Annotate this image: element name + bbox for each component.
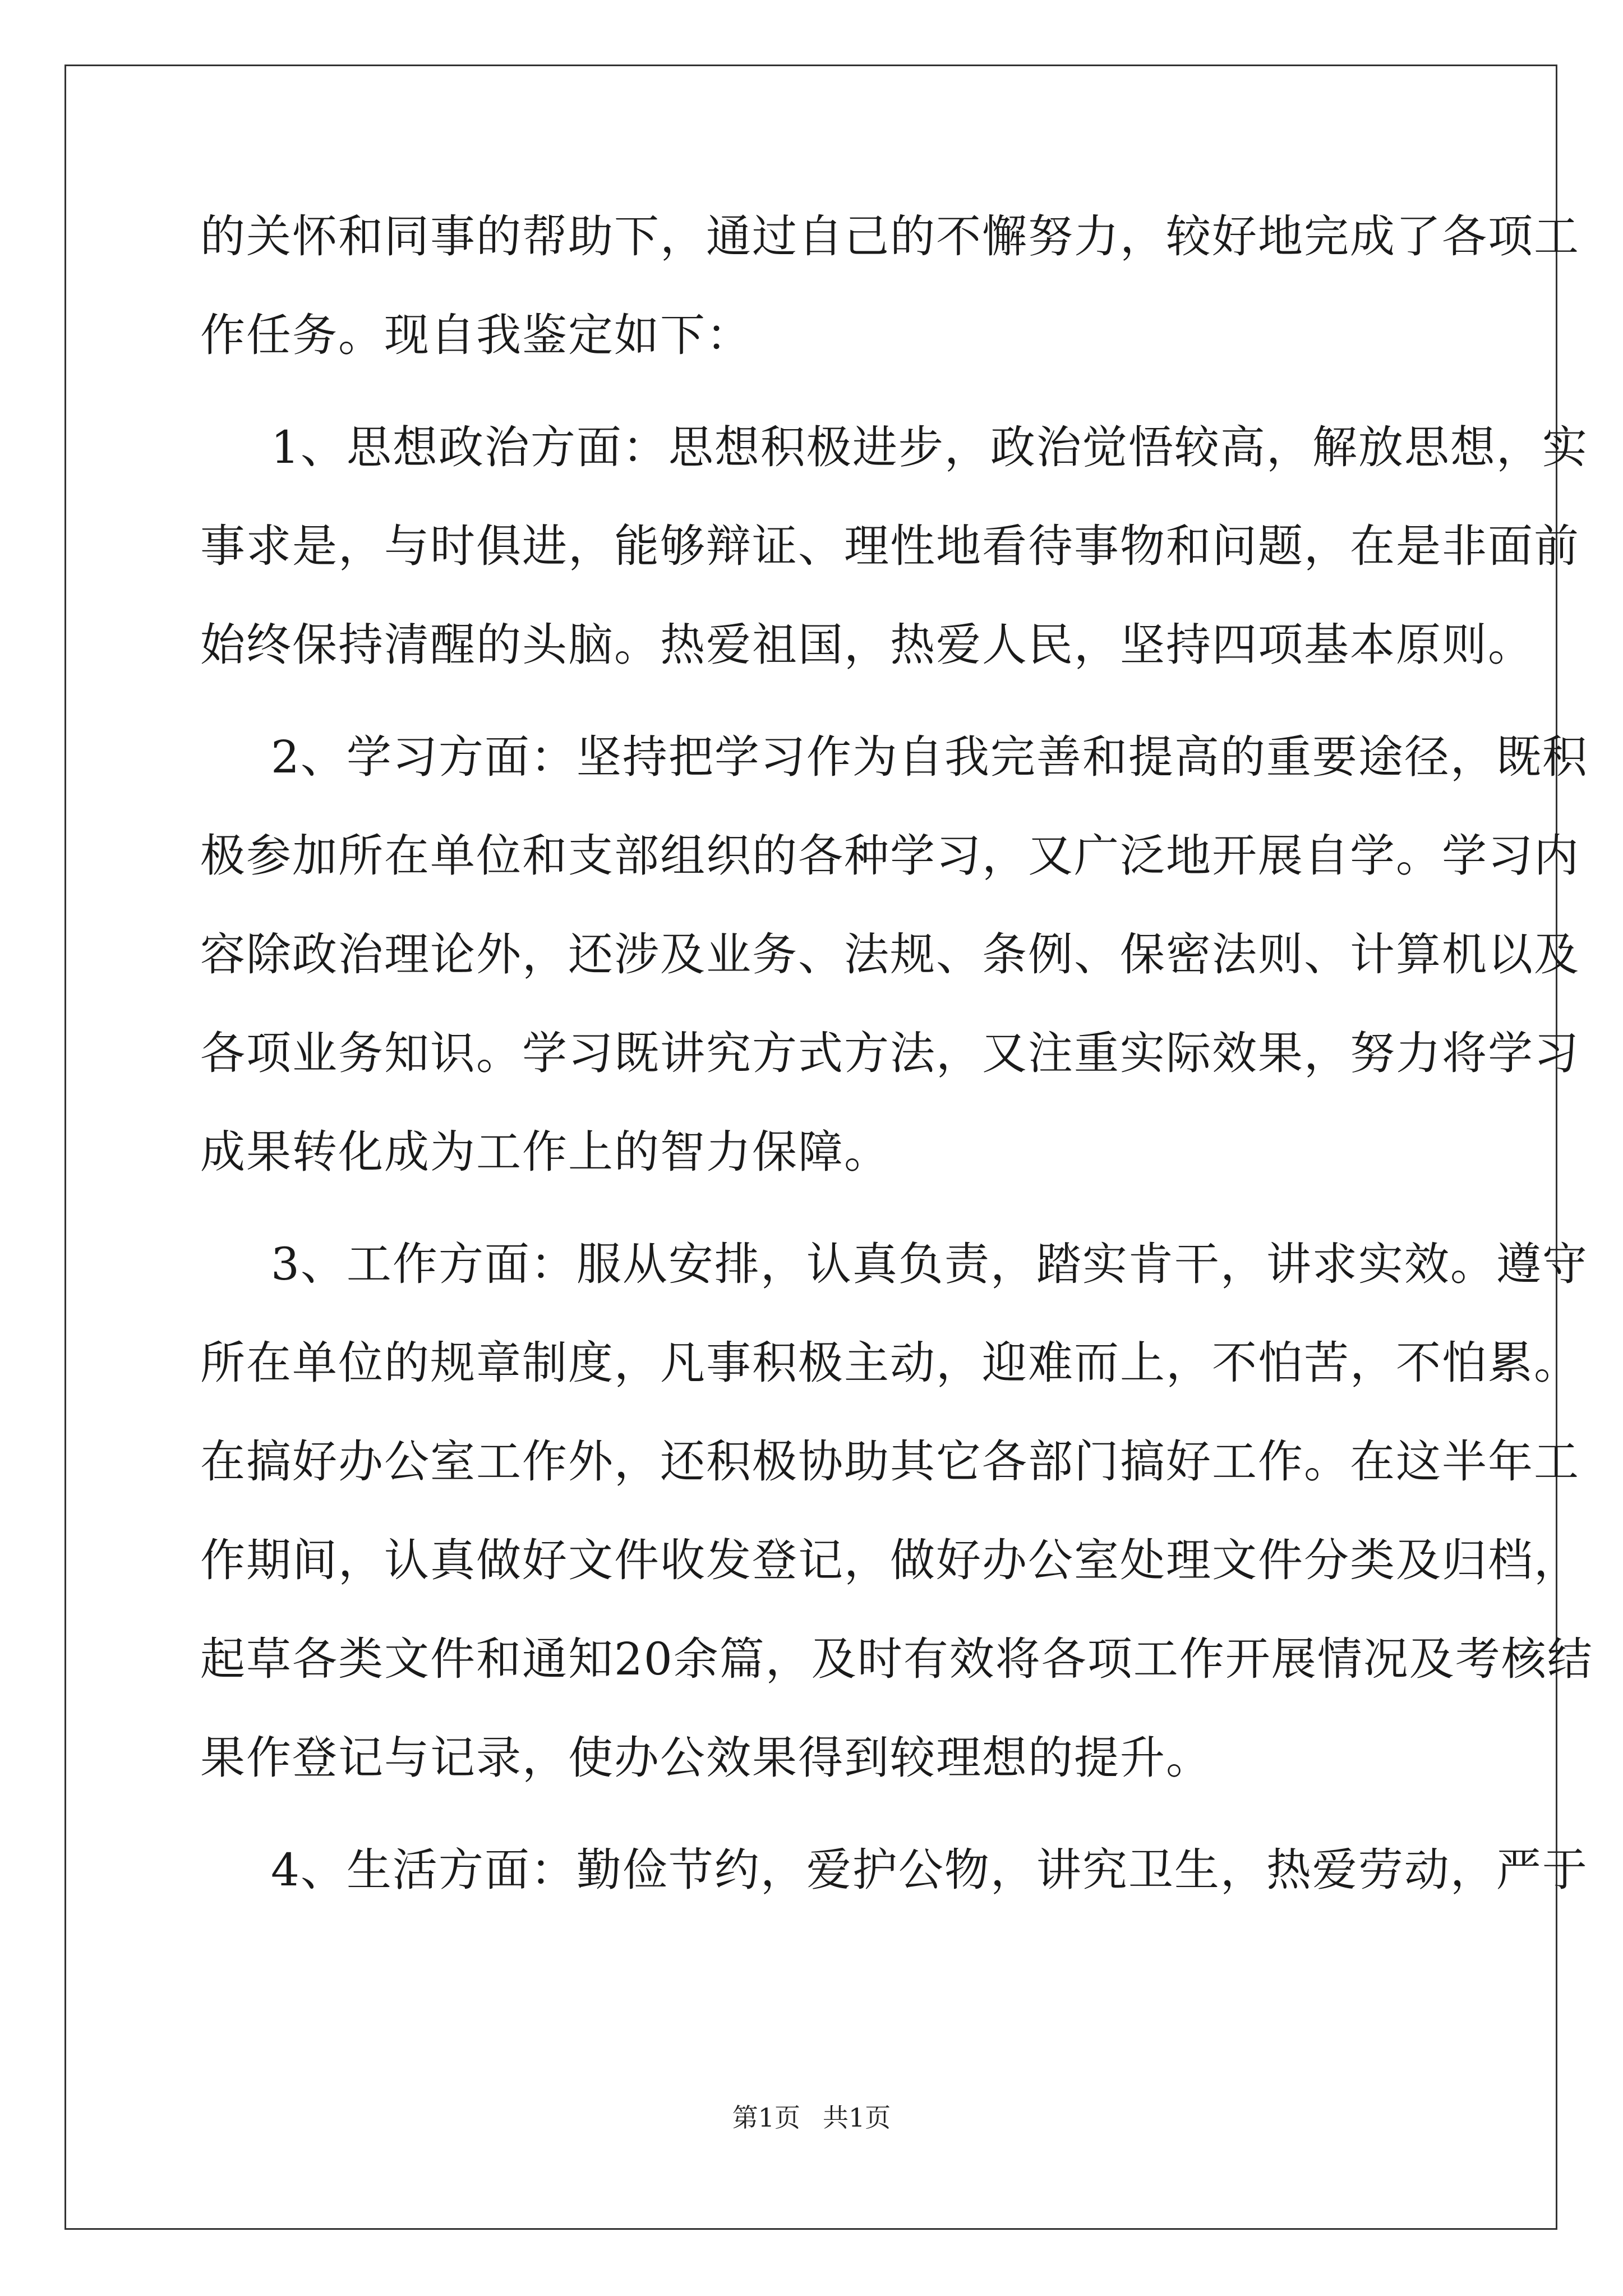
- text-line: 各项业务知识。学习既讲究方式方法，又注重实际效果，努力将学习: [200, 1027, 1580, 1079]
- paragraph-start-line: 4、生活方面：勤俭节约，爱护公物，讲究卫生，热爱劳动，严于: [271, 1844, 1588, 1896]
- text-line: 果作登记与记录，使办公效果得到较理想的提升。: [200, 1732, 1212, 1784]
- text-line: 所在单位的规章制度，凡事积极主动，迎难而上，不怕苦，不怕累。: [200, 1337, 1580, 1389]
- paragraph-start-line: 3、工作方面：服从安排，认真负责，踏实肯干，讲求实效。遵守: [271, 1238, 1588, 1290]
- text-line: 容除政治理论外，还涉及业务、法规、条例、保密法则、计算机以及: [200, 928, 1580, 981]
- page-footer: [0, 2101, 1623, 2134]
- text-line: 的关怀和同事的帮助下，通过自己的不懈努力，较好地完成了各项工: [200, 210, 1580, 263]
- paragraph-start-line: 2、学习方面：坚持把学习作为自我完善和提高的重要途径，既积: [271, 731, 1588, 783]
- text-line: 作任务。现自我鉴定如下：: [200, 309, 752, 361]
- page-number-current: 第1页: [732, 2102, 800, 2133]
- text-line: 在搞好办公室工作外，还积极协助其它各部门搞好工作。在这半年工: [200, 1435, 1580, 1488]
- text-line: 成果转化成为工作上的智力保障。: [200, 1126, 890, 1178]
- paragraph-start-line: 1、思想政治方面：思想积极进步，政治觉悟较高，解放思想，实: [271, 421, 1588, 473]
- text-line: 始终保持清醒的头脑。热爱祖国，热爱人民，坚持四项基本原则。: [200, 619, 1534, 671]
- text-line: 事求是，与时俱进，能够辩证、理性地看待事物和问题，在是非面前: [200, 520, 1580, 572]
- text-line: 起草各类文件和通知20余篇，及时有效将各项工作开展情况及考核结: [200, 1633, 1593, 1685]
- page-number-total: 共1页: [823, 2102, 891, 2133]
- text-line: 作期间，认真做好文件收发登记，做好办公室处理文件分类及归档，: [200, 1534, 1580, 1586]
- text-line: 极参加所在单位和支部组织的各种学习，又广泛地开展自学。学习内: [200, 830, 1580, 882]
